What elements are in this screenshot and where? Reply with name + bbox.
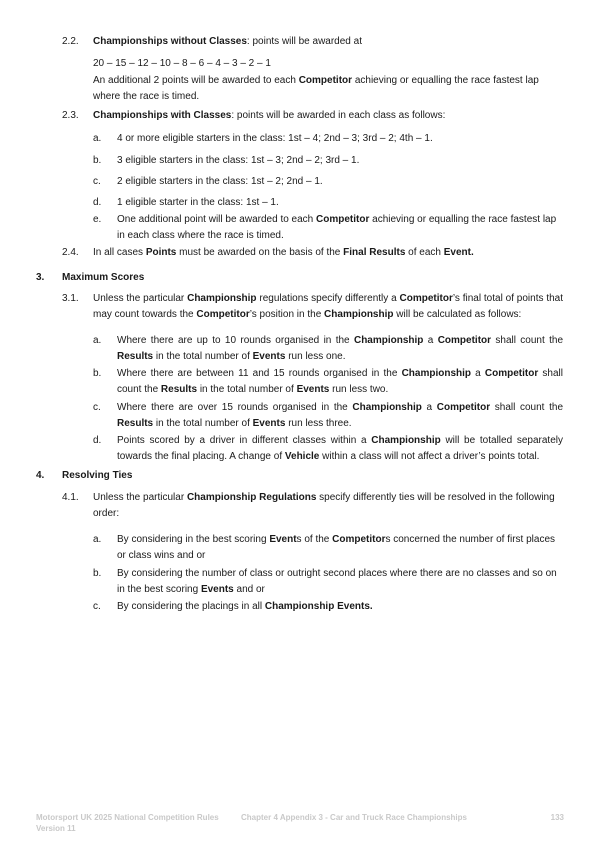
points-scale: 20 – 15 – 12 – 10 – 8 – 6 – 4 – 3 – 2 – 1: [93, 58, 271, 69]
section-2-4-text: In all cases Points must be awarded on the basis of the Final Results of each Event.: [93, 247, 474, 258]
section-4-title: Resolving Ties: [62, 470, 133, 481]
list-item-letter: b.: [93, 368, 102, 379]
list-item-letter: c.: [93, 176, 101, 187]
list-item-letter: b.: [93, 568, 102, 579]
section-4-1-number: 4.1.: [62, 492, 79, 503]
page-number: 133: [550, 813, 564, 822]
section-3-title: Maximum Scores: [62, 272, 145, 283]
footer-left: [36, 812, 219, 834]
list-item-letter: c.: [93, 402, 101, 413]
section-4-1-text: Unless the particular Championship Regulations specify differently ties will be resolved in the following order:: [93, 492, 555, 519]
section-3-1-number: 3.1.: [62, 293, 79, 304]
footer-chapter: Chapter 4 Appendix 3 - Car and Truck Race Championships: [241, 813, 467, 822]
list-item: 3 eligible starters in the class: 1st – 3; 2nd – 2; 3rd – 1.: [117, 155, 360, 166]
section-3-number: 3.: [36, 272, 45, 283]
list-item: 1 eligible starter in the class: 1st – 1.: [117, 197, 279, 208]
section-2-4-number: 2.4.: [62, 247, 79, 258]
list-item: By considering the number of class or outright second places where there are no classes and so on in the best scoring Events and or: [117, 568, 557, 595]
section-4-number: 4.: [36, 470, 45, 481]
list-item: By considering the placings in all Championship Events.: [117, 601, 373, 612]
list-item-letter: c.: [93, 601, 101, 612]
list-item: Points scored by a driver in different classes within a Championship will be totalled separately towards the final placing. A change of Vehicle within a class will not affect a driver’s points total.: [117, 435, 563, 462]
list-item: 2 eligible starters in the class: 1st – 2; 2nd – 1.: [117, 176, 323, 187]
list-item: 4 or more eligible starters in the class: 1st – 4; 2nd – 3; 3rd – 2; 4th – 1.: [117, 133, 433, 144]
list-item: One additional point will be awarded to each Competitor achieving or equalling the race fastest lap in each class where the race is timed.: [117, 214, 557, 241]
fastest-lap-note: An additional 2 points will be awarded to each Competitor achieving or equalling the race fastest lap where the race is timed.: [93, 75, 539, 102]
list-item-letter: d.: [93, 435, 102, 446]
section-2-3-heading: Championships with Classes: points will be awarded in each class as follows:: [93, 110, 446, 121]
list-item-letter: b.: [93, 155, 102, 166]
section-2-2-heading: Championships without Classes: points will be awarded at: [93, 36, 362, 47]
section-2-2-number: 2.2.: [62, 36, 79, 47]
section-2-3-number: 2.3.: [62, 110, 79, 121]
list-item-letter: a.: [93, 133, 102, 144]
list-item: Where there are between 11 and 15 rounds organised in the Championship a Competitor shall count the Results in the total number of Events run less two.: [117, 368, 563, 395]
list-item-letter: a.: [93, 534, 102, 545]
list-item-letter: a.: [93, 335, 102, 346]
list-item: Where there are up to 10 rounds organised in the Championship a Competitor shall count the Results in the total number of Events run less one.: [117, 335, 564, 362]
list-item: Where there are over 15 rounds organised in the Championship a Competitor shall count the Results in the total number of Events run less three.: [117, 402, 564, 429]
list-item-letter: d.: [93, 197, 102, 208]
footer-rules-title: Motorsport UK 2025 National Competition Rules: [36, 813, 219, 822]
footer-version: Version 11: [36, 824, 76, 833]
list-item-letter: e.: [93, 214, 102, 225]
list-item: By considering in the best scoring Events of the Competitors concerned the number of first places or class wins and or: [117, 534, 555, 561]
section-3-1-text: Unless the particular Championship regulations specify differently a Competitor’s final total of points that may count towards the Competitor’s position in the Championship will be calculated as follows:: [93, 293, 563, 320]
